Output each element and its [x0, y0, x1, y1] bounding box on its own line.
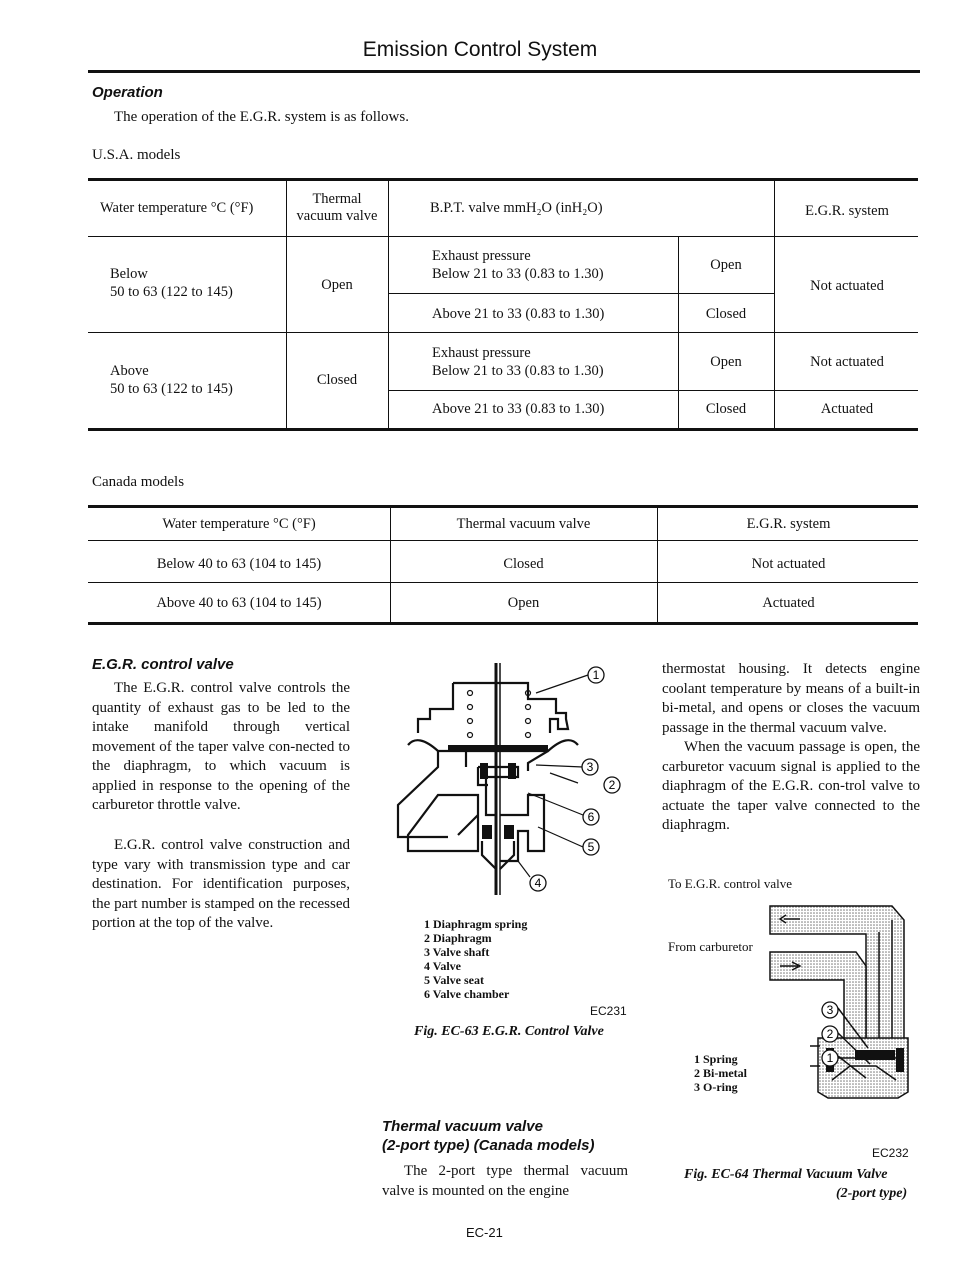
table-rule	[88, 622, 918, 625]
fig63-caption: Fig. EC-63 E.G.R. Control Valve	[414, 1024, 604, 1039]
table-rule	[88, 540, 918, 541]
canada-header-thermal: Thermal vacuum valve	[456, 516, 591, 532]
usa-r1-bpt-a2: Below 21 to 33 (0.83 to 1.30)	[432, 266, 604, 282]
fig64-caption-1: Fig. EC-64 Thermal Vacuum Valve	[684, 1167, 888, 1182]
usa-r2-thermal: Closed	[316, 372, 358, 388]
usa-header-thermal: Thermal	[312, 191, 362, 207]
usa-r1-thermal: Open	[321, 277, 353, 293]
fig63-code: EC231	[590, 1004, 627, 1018]
tvv-para-2: thermostat housing. It detects engine coolant temperature by means of a built-in bi-metal, and opens or closes the vacuum passage in the thermal vacuum valve.	[662, 661, 920, 736]
fig64-caption-2: (2-port type)	[836, 1186, 908, 1201]
table-rule	[88, 332, 918, 333]
usa-header-bpt: B.P.T. valve mmH₂O (inH₂O)	[430, 200, 603, 216]
egr-valve-para-2: E.G.R. control valve construction and type vary with transmission type and car destination. For identification purposes, the part number is stamped on the recessed portion at the top of the valve.	[92, 837, 350, 931]
fig63-callout-6: 6	[587, 810, 595, 824]
usa-r1-bpt-a1: Exhaust pressure	[432, 248, 531, 264]
header-rule	[88, 70, 920, 73]
fig63-callout-5: 5	[587, 840, 595, 854]
fig64-code: EC232	[872, 1146, 909, 1160]
usa-r2-state-a: Open	[710, 354, 742, 370]
tvv-para-3: When the vacuum passage is open, the carburetor vacuum signal is applied to the diaphragm of the E.G.R. con-trol valve to actuate the taper valve connected to the diaphragm.	[662, 739, 920, 833]
canada-r2-egr: Actuated	[762, 595, 815, 611]
fig64-legend-item: 2 Bi-metal	[694, 1066, 747, 1080]
fig63-callout-3: 3	[586, 760, 594, 774]
usa-r1-egr: Not actuated	[810, 278, 884, 294]
usa-header-water: Water temperature °C (°F)	[100, 200, 254, 216]
usa-r2-egr-b: Actuated	[820, 401, 874, 417]
usa-r1-state-b: Closed	[705, 306, 747, 322]
fig64-callout-3: 3	[826, 1003, 834, 1017]
table-rule	[88, 505, 918, 508]
fig64-legend-item: 3 O-ring	[694, 1080, 738, 1094]
canada-models-label: Canada models	[92, 474, 185, 490]
table-rule	[88, 582, 918, 583]
tvv-para-1: The 2-port type thermal vacuum valve is mounted on the engine	[382, 1163, 628, 1199]
egr-valve-diagram	[378, 655, 638, 905]
canada-header-water: Water temperature °C (°F)	[162, 516, 316, 532]
fig63-legend-item: 3 Valve shaft	[424, 945, 490, 959]
usa-r2-water-line2: 50 to 63 (122 to 145)	[110, 381, 233, 397]
table-rule	[88, 428, 918, 431]
fig64-to-label: To E.G.R. control valve	[668, 876, 793, 891]
canada-r2-thermal: Open	[507, 595, 540, 611]
fig63-legend-item: 6 Valve chamber	[424, 987, 510, 1001]
egr-valve-para-1: The E.G.R. control valve controls the quantity of exhaust gas to be led to the intake manifold through vertical movement of the taper valve con-nected to the diaphragm, to which vacuum is applied in response to the opening of the carburetor throttle valve.	[92, 680, 350, 813]
page-number: EC-21	[466, 1225, 503, 1240]
fig63-legend-item: 4 Valve	[424, 959, 462, 973]
usa-header-thermal-2: vacuum valve	[296, 208, 378, 224]
canada-r1-thermal: Closed	[503, 556, 544, 572]
canada-r1-water: Below 40 to 63 (104 to 145)	[156, 556, 322, 572]
fig64-legend-item: 1 Spring	[694, 1052, 738, 1066]
tvv-heading-1: Thermal vacuum valve	[382, 1118, 543, 1135]
operation-intro: The operation of the E.G.R. system is as follows.	[114, 109, 409, 125]
fig63-legend-item: 1 Diaphragm spring	[424, 917, 528, 931]
usa-r2-bpt-b: Above 21 to 33 (0.83 to 1.30)	[432, 401, 605, 417]
usa-r1-water-line2: 50 to 63 (122 to 145)	[110, 284, 233, 300]
table-rule	[88, 178, 918, 181]
usa-r2-bpt-a2: Below 21 to 33 (0.83 to 1.30)	[432, 363, 604, 379]
canada-r1-egr: Not actuated	[751, 556, 826, 572]
usa-r1-water-line1: Below	[110, 266, 148, 282]
egr-valve-heading: E.G.R. control valve	[92, 656, 234, 673]
fig63-callout-1: 1	[592, 668, 600, 682]
fig63-callout-2: 2	[608, 778, 616, 792]
usa-header-egr: E.G.R. system	[805, 203, 889, 219]
usa-r1-state-a: Open	[710, 257, 742, 273]
canada-r2-water: Above 40 to 63 (104 to 145)	[156, 595, 322, 611]
table-rule	[388, 293, 774, 294]
fig63-legend-item: 5 Valve seat	[424, 973, 484, 987]
usa-r2-bpt-a1: Exhaust pressure	[432, 345, 531, 361]
fig64-from-label: From carburetor	[668, 939, 753, 954]
canada-header-egr: E.G.R. system	[746, 516, 831, 532]
usa-r2-water-line1: Above	[110, 363, 149, 379]
fig64-legend	[694, 1052, 747, 1094]
table-vrule	[388, 180, 389, 430]
table-rule	[388, 390, 918, 391]
fig63-legend-item: 2 Diaphragm	[424, 931, 492, 945]
usa-r2-egr-a: Not actuated	[810, 354, 884, 370]
fig63-legend	[424, 917, 527, 1001]
fig64-callout-2: 2	[826, 1027, 834, 1041]
fig64-callout-1: 1	[826, 1051, 834, 1065]
page-header-title: Emission Control System	[362, 38, 598, 61]
table-rule	[88, 236, 918, 237]
tvv-heading-2: (2-port type) (Canada models)	[382, 1137, 595, 1154]
fig63-callout-4: 4	[534, 876, 542, 890]
usa-models-label: U.S.A. models	[92, 147, 181, 163]
usa-r1-bpt-b: Above 21 to 33 (0.83 to 1.30)	[432, 306, 605, 322]
operation-heading: Operation	[92, 84, 163, 101]
usa-r2-state-b: Closed	[705, 401, 747, 417]
